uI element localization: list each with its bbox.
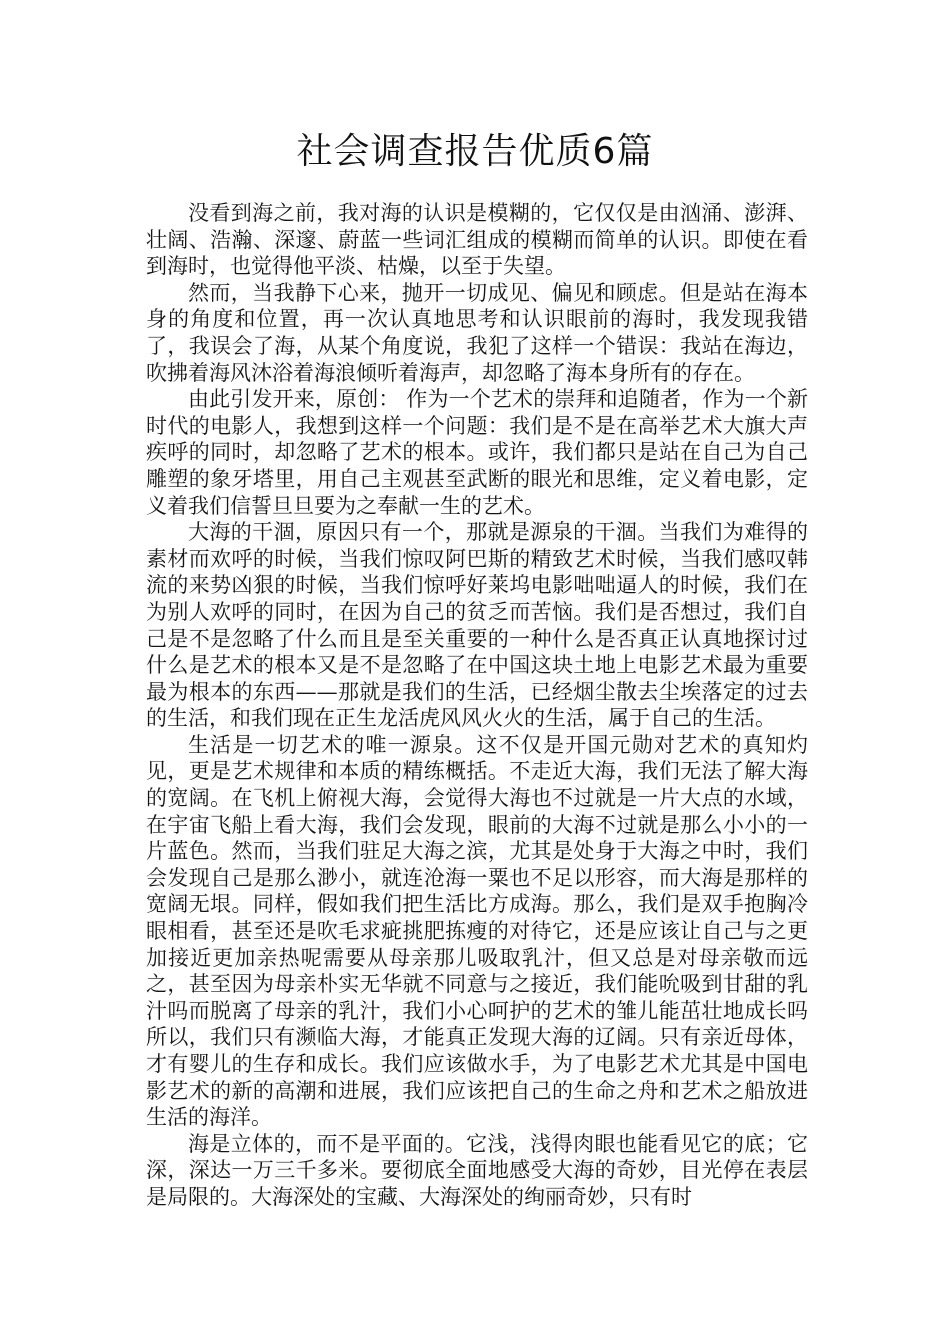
document-body: [146, 200, 808, 1211]
paragraph: 没看到海之前，我对海的认识是模糊的，它仅仅是由汹涌、澎湃、壮阔、浩瀚、深邃、蔚蓝一些词汇组成的模糊而简单的认识。即使在看到海时，也觉得他平淡、枯燥，以至于失望。: [146, 201, 808, 279]
paragraph: 大海的干涸，原因只有一个，那就是源泉的干涸。当我们为难得的素材而欢呼的时候，当我们惊叹阿巴斯的精致艺术时候，当我们感叹韩流的来势凶狠的时候，当我们惊呼好莱坞电影咄咄逼人的时候，我们在为别人欢呼的同时，在因为自己的贫乏而苦恼。我们是否想过，我们自己是不是忽略了什么而且是至关重要的一种什么是否真正认真地探讨过什么是艺术的根本又是不是忽略了在中国这块土地上电影艺术最为重要最为根本的东西——那就是我们的生活，已经烟尘散去尘埃落定的过去的生活，和我们现在正生龙活虎风风火火的生活，属于自己的生活。: [146, 520, 808, 731]
paragraph: 生活是一切艺术的唯一源泉。这不仅是开国元勋对艺术的真知灼见，更是艺术规律和本质的精练概括。不走近大海，我们无法了解大海的宽阔。在飞机上俯视大海，会觉得大海也不过就是一片大点的水域，在宇宙飞船上看大海，我们会发现，眼前的大海不过就是那么小小的一片蓝色。然而，当我们驻足大海之滨，尤其是处身于大海之中时，我们会发现自己是那么渺小，就连沧海一粟也不足以形容，而大海是那样的宽阔无垠。同样，假如我们把生活比方成海。那么，我们是双手抱胸冷眼相看，甚至还是吹毛求疵挑肥拣瘦的对待它，还是应该让自己与之更加接近更加亲热呢需要从母亲那儿吸取乳汁，但又总是对母亲敬而远之，甚至因为母亲朴实无华就不同意与之接近，我们能吮吸到甘甜的乳汁吗而脱离了母亲的乳汁，我们小心呵护的艺术的雏儿能茁壮地成长吗所以，我们只有濒临大海，才能真正发现大海的辽阔。只有亲近母体，才有婴儿的生存和成长。我们应该做水手，为了电影艺术尤其是中国电影艺术的新的高潮和进展，我们应该把自己的生命之舟和艺术之船放进生活的海洋。: [146, 732, 808, 1130]
paragraph: 由此引发开来，原创： 作为一个艺术的崇拜和追随者，作为一个新时代的电影人，我想到这样一个问题：我们是不是在高举艺术大旗大声疾呼的同时，却忽略了艺术的根本。或许，我们都只是站在自己为自己雕塑的象牙塔里，用自己主观甚至武断的眼光和思维，定义着电影，定义着我们信誓旦旦要为之奉献一生的艺术。: [146, 387, 808, 518]
paragraph: 然而，当我静下心来，抛开一切成见、偏见和顾虑。但是站在海本身的角度和位置，再一次认真地思考和认识眼前的海时，我发现我错了，我误会了海，从某个角度说，我犯了这样一个错误：我站在海边，吹拂着海风沐浴着海浪倾听着海声，却忽略了海本身所有的存在。: [146, 280, 808, 385]
paragraph: 海是立体的，而不是平面的。它浅，浅得肉眼也能看见它的底；它深，深达一万三千多米。要彻底全面地感受大海的奇妙，目光停在表层是局限的。大海深处的宝藏、大海深处的绚丽奇妙，只有时: [146, 1131, 808, 1209]
document-title: 社会调查报告优质6篇: [296, 131, 654, 172]
